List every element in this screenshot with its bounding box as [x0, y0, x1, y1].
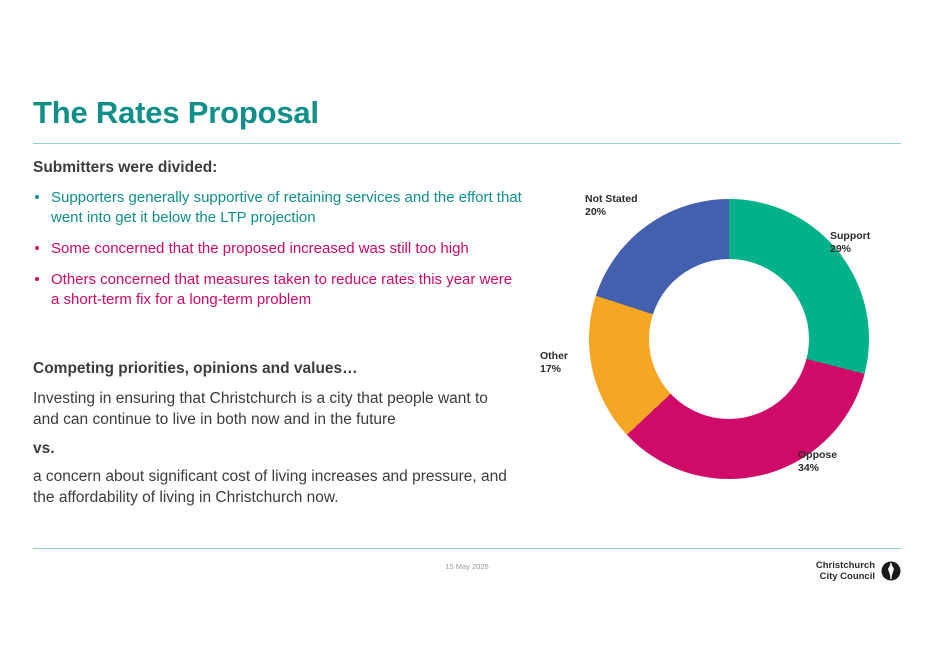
versus-label: vs. — [33, 440, 55, 457]
page-title: The Rates Proposal — [33, 95, 319, 130]
bullet-list — [33, 188, 523, 321]
lead-text: Submitters were divided: — [33, 159, 218, 176]
chart-label-support-name: Support — [830, 230, 871, 242]
donut-ring — [589, 199, 869, 479]
council-crest-icon — [881, 560, 901, 582]
chart-label-other — [540, 350, 568, 376]
donut-chart — [540, 185, 920, 515]
chart-label-oppose — [798, 449, 837, 475]
list-item — [33, 188, 523, 228]
chart-label-other-name: Other — [540, 350, 569, 362]
paragraph-investing: Investing in ensuring that Christchurch is a city that people want to and can continue to live in both now and in the future — [33, 390, 488, 428]
chart-label-oppose-value: 34% — [798, 462, 820, 474]
paragraph-concern: a concern about significant cost of living increases and pressure, and the affordability of living in Christchurch now. — [33, 468, 507, 506]
chart-label-support-value: 29% — [830, 243, 852, 255]
section-subheading: Competing priorities, opinions and values… — [33, 360, 358, 377]
bullet-dot-icon — [35, 277, 39, 281]
donut-hole — [649, 259, 809, 419]
logo-text — [816, 560, 875, 582]
list-item-label: Others concerned that measures taken to reduce rates this year were a short-term fix for a long-term problem — [51, 271, 513, 308]
logo-line-2: City Council — [819, 571, 875, 582]
bullet-dot-icon — [35, 195, 39, 199]
chart-label-oppose-name: Oppose — [798, 449, 838, 461]
footer-date: 15 May 2025 — [445, 562, 489, 571]
list-item — [33, 270, 523, 310]
chart-label-not-stated-name: Not Stated — [585, 193, 638, 205]
list-item-label: Some concerned that the proposed increased was still too high — [51, 240, 469, 257]
chart-label-not-stated-value: 20% — [585, 206, 607, 218]
list-item-label: Supporters generally supportive of retaining services and the effort that went into get it below the LTP projection — [51, 189, 522, 226]
logo-line-1: Christchurch — [815, 560, 875, 571]
divider-top — [33, 143, 901, 144]
bullet-dot-icon — [35, 246, 39, 250]
chart-label-not-stated — [585, 193, 638, 219]
divider-bottom — [33, 548, 901, 549]
chart-label-other-value: 17% — [540, 363, 562, 375]
list-item — [33, 239, 523, 259]
chart-label-support — [830, 230, 870, 256]
council-logo — [816, 560, 901, 582]
